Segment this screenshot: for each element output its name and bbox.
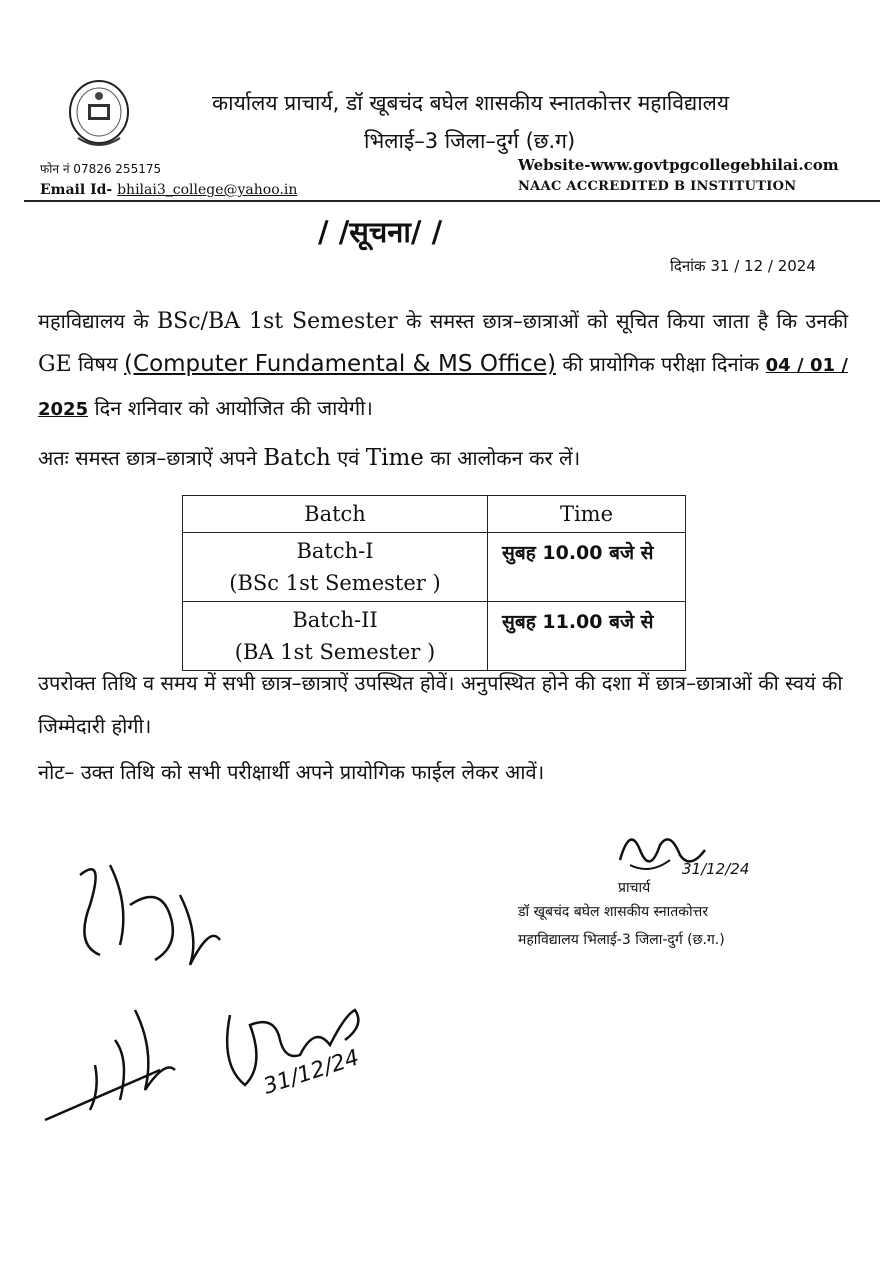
principal-designation: प्राचार्य: [618, 880, 651, 896]
text-span: अतः समस्त छात्र–छात्राऐं अपने: [38, 446, 264, 470]
batch-detail: (BA 1st Semester ): [234, 640, 436, 664]
column-header-batch: Batch: [183, 496, 488, 533]
header-office-line: कार्यालय प्राचार्य, डॉ खूबचंद बघेल शासकीय स्नातकोत्तर महाविद्यालय: [212, 91, 730, 115]
batch-word: Batch: [263, 445, 331, 471]
text-span: विषय: [71, 352, 125, 376]
handwritten-signature-2: [40, 1000, 180, 1130]
notice-title: / /सूचना/ /: [318, 215, 443, 249]
notice-paragraph-2: [38, 444, 580, 471]
email-line: [40, 182, 297, 198]
principal-college-line-1: डॉ खूबचंद बघेल शासकीय स्नातकोत्तर: [518, 904, 709, 920]
header-location-line: भिलाई–3 जिला–दुर्ग (छ.ग): [364, 129, 576, 153]
subject-type: GE: [38, 352, 72, 377]
email-label: Email Id-: [40, 182, 118, 198]
text-span: की प्रायोगिक परीक्षा दिनांक: [555, 352, 766, 376]
schedule-table: [182, 495, 686, 671]
text-span: दिन शनिवार को आयोजित की जायेगी।: [88, 396, 373, 420]
table-row: [183, 533, 686, 602]
subject-name: (Computer Fundamental & MS Office): [124, 351, 556, 377]
column-header-time: Time: [488, 496, 686, 533]
time-word: Time: [365, 445, 424, 471]
header-divider: [24, 200, 880, 202]
course-name: BSc/BA 1st Semester: [157, 309, 398, 334]
text-span: एवं: [330, 446, 366, 470]
notice-note: नोट– उक्त तिथि को सभी परीक्षार्थी अपने प्रायोगिक फाईल लेकर आवें।: [38, 760, 545, 784]
handwritten-signature-1: [60, 845, 230, 975]
phone-number: फोन नं 07826 255175: [40, 162, 162, 176]
signature-3-date: 31/12/24: [260, 1045, 363, 1100]
notice-paragraph-3: उपरोक्त तिथि व समय में सभी छात्र–छात्राऐं उपस्थित होवें। अनुपस्थित होने की दशा में छात्र–छात्राओं की स्वयं की जिम्मेदारी होगी।: [38, 671, 843, 738]
batch-cell: [183, 602, 488, 671]
email-value[interactable]: bhilai3_college@yahoo.in: [117, 182, 298, 198]
naac-line: NAAC ACCREDITED B INSTITUTION: [518, 179, 797, 194]
principal-college-line-2: महाविद्यालय भिलाई-3 जिला-दुर्ग (छ.ग.): [518, 932, 725, 948]
text-span: के समस्त छात्र–छात्राओं को सूचित किया जाता है कि उनकी: [397, 309, 849, 333]
batch-detail: (BSc 1st Semester ): [229, 571, 441, 595]
batch-name: Batch-I: [296, 539, 374, 563]
table-row: [183, 602, 686, 671]
batch-name: Batch-II: [292, 608, 378, 632]
principal-signature-date: 31/12/24: [682, 860, 750, 878]
exam-date: 04 / 01 / 2025: [38, 355, 848, 420]
text-span: का आलोकन कर लें।: [423, 446, 581, 470]
time-cell: सुबह 10.00 बजे से: [488, 533, 686, 602]
notice-paragraph-1: [38, 300, 848, 431]
text-span: महाविद्यालय के: [38, 309, 157, 333]
table-header-row: [183, 496, 686, 533]
batch-cell: [183, 533, 488, 602]
college-logo: [66, 78, 132, 154]
notice-date: दिनांक 31 / 12 / 2024: [670, 257, 816, 275]
time-cell: सुबह 11.00 बजे से: [488, 602, 686, 671]
website-line: Website-www.govtpgcollegebhilai.com: [518, 156, 839, 174]
